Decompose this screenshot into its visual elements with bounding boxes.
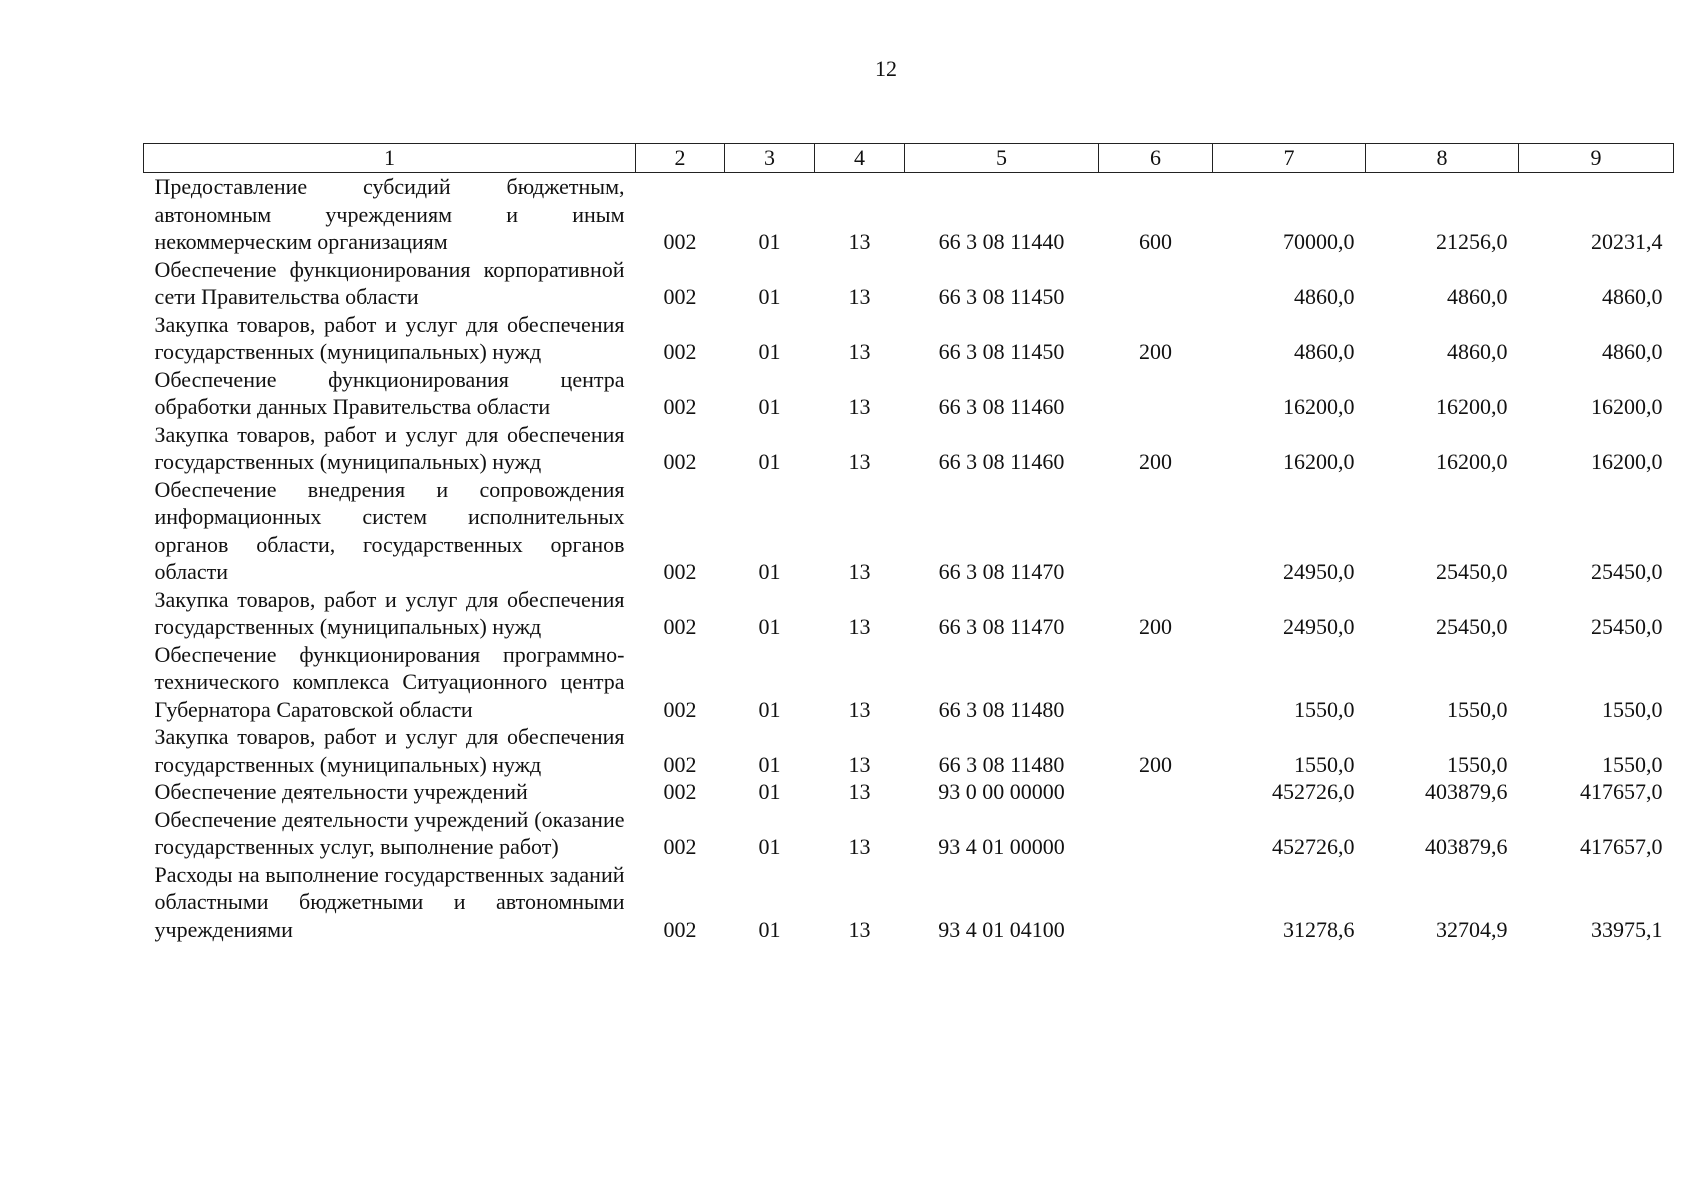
row-code-section: 01	[758, 449, 781, 474]
row-amount-2: 4860,0	[1447, 284, 1508, 309]
row-code-subsection: 13	[848, 229, 871, 254]
row-code-section: 01	[758, 614, 781, 639]
row-code-admin: 002	[663, 559, 697, 584]
row-code-expense-type: 200	[1139, 339, 1172, 364]
row-code-target: 93 4 01 00000	[938, 834, 1065, 859]
row-amount-1: 24950,0	[1283, 559, 1355, 584]
row-amount-1: 31278,6	[1283, 916, 1355, 942]
row-amount-2: 1550,0	[1447, 751, 1508, 777]
row-description: Обеспечение внедрения и сопровождения информационных систем исполнительных органов области, государственных органов области	[154, 476, 625, 584]
row-code-section: 01	[758, 229, 781, 254]
row-amount-1: 4860,0	[1294, 284, 1355, 309]
row-amount-2: 25450,0	[1436, 559, 1508, 584]
table-row	[144, 641, 1674, 724]
row-code-admin: 002	[663, 284, 697, 309]
row-code-section: 01	[758, 834, 781, 859]
row-amount-1: 16200,0	[1283, 394, 1355, 419]
row-code-admin: 002	[663, 834, 697, 859]
table-row	[144, 861, 1674, 944]
table-row	[144, 723, 1674, 778]
row-amount-1: 70000,0	[1283, 229, 1355, 254]
row-code-expense-type	[1099, 861, 1213, 944]
header-cell-7: 7	[1213, 144, 1366, 173]
row-amount-3: 16200,0	[1591, 449, 1663, 474]
row-amount-2: 32704,9	[1436, 916, 1508, 942]
row-amount-3: 4860,0	[1602, 284, 1663, 309]
row-code-target: 66 3 08 11450	[938, 284, 1065, 309]
row-code-admin: 002	[663, 614, 697, 639]
row-code-subsection: 13	[848, 394, 871, 419]
row-code-expense-type: 200	[1139, 614, 1172, 639]
table-row	[144, 778, 1674, 806]
row-code-subsection: 13	[848, 916, 871, 942]
header-cell-8: 8	[1366, 144, 1519, 173]
row-code-subsection: 13	[848, 779, 871, 804]
row-code-subsection: 13	[848, 696, 871, 722]
row-amount-3: 25450,0	[1591, 614, 1663, 639]
row-code-subsection: 13	[848, 834, 871, 859]
header-cell-4: 4	[815, 144, 905, 173]
row-description: Обеспечение функционирования центра обработки данных Правительства области	[154, 366, 625, 419]
page-number: 12	[875, 56, 897, 81]
table-row	[144, 586, 1674, 641]
row-code-target: 93 4 01 04100	[938, 916, 1065, 942]
row-description: Закупка товаров, работ и услуг для обеспечения государственных (муниципальных) нужд	[154, 311, 625, 364]
row-description: Расходы на выполнение государственных заданий областными бюджетными и автономными учреждениями	[154, 861, 625, 942]
row-code-subsection: 13	[848, 751, 871, 777]
row-code-subsection: 13	[848, 559, 871, 584]
row-code-expense-type: 200	[1139, 449, 1172, 474]
row-amount-3: 1550,0	[1602, 751, 1663, 777]
table-row	[144, 311, 1674, 366]
row-code-section: 01	[758, 696, 781, 722]
row-code-admin: 002	[663, 696, 697, 722]
row-amount-1: 24950,0	[1283, 614, 1355, 639]
row-amount-3: 1550,0	[1602, 696, 1663, 722]
row-code-subsection: 13	[848, 339, 871, 364]
row-description: Закупка товаров, работ и услуг для обеспечения государственных (муниципальных) нужд	[154, 724, 625, 777]
header-cell-1: 1	[144, 144, 636, 173]
row-code-target: 66 3 08 11480	[938, 696, 1065, 722]
row-amount-2: 16200,0	[1436, 449, 1508, 474]
row-code-expense-type	[1099, 476, 1213, 586]
row-code-admin: 002	[663, 449, 697, 474]
row-amount-2: 403879,6	[1425, 779, 1508, 804]
row-code-expense-type: 200	[1139, 751, 1172, 777]
row-amount-3: 33975,1	[1591, 916, 1663, 942]
row-code-target: 66 3 08 11460	[938, 394, 1065, 419]
row-description: Обеспечение функционирования корпоративной сети Правительства области	[154, 256, 625, 309]
row-code-subsection: 13	[848, 614, 871, 639]
row-code-expense-type	[1099, 641, 1213, 724]
row-amount-2: 21256,0	[1436, 229, 1508, 254]
row-code-admin: 002	[663, 394, 697, 419]
row-amount-3: 417657,0	[1580, 779, 1663, 804]
row-code-target: 66 3 08 11470	[938, 614, 1065, 639]
row-amount-3: 417657,0	[1580, 834, 1663, 859]
row-code-admin: 002	[663, 229, 697, 254]
row-code-admin: 002	[663, 751, 697, 777]
row-code-subsection: 13	[848, 284, 871, 309]
row-code-target: 66 3 08 11450	[938, 339, 1065, 364]
budget-table	[143, 143, 1674, 943]
table-row	[144, 173, 1674, 256]
table-row	[144, 256, 1674, 311]
row-description: Обеспечение деятельности учреждений	[154, 779, 528, 804]
row-code-subsection: 13	[848, 449, 871, 474]
row-code-section: 01	[758, 284, 781, 309]
row-amount-1: 452726,0	[1272, 779, 1355, 804]
row-code-section: 01	[758, 751, 781, 777]
row-code-admin: 002	[663, 916, 697, 942]
row-amount-2: 16200,0	[1436, 394, 1508, 419]
header-cell-9: 9	[1519, 144, 1674, 173]
table-row	[144, 806, 1674, 861]
header-cell-5: 5	[905, 144, 1099, 173]
row-code-expense-type: 600	[1139, 229, 1172, 254]
row-amount-1: 16200,0	[1283, 449, 1355, 474]
row-code-target: 66 3 08 11480	[938, 751, 1065, 777]
row-code-target: 93 0 00 00000	[938, 779, 1065, 804]
row-amount-1: 1550,0	[1294, 751, 1355, 777]
row-amount-1: 4860,0	[1294, 339, 1355, 364]
row-code-section: 01	[758, 559, 781, 584]
row-code-admin: 002	[663, 339, 697, 364]
header-row	[144, 144, 1674, 173]
row-code-target: 66 3 08 11440	[938, 229, 1065, 254]
row-description: Обеспечение функционирования программно-технического комплекса Ситуационного центра Губернатора Саратовской области	[154, 641, 625, 722]
row-code-section: 01	[758, 339, 781, 364]
row-amount-3: 16200,0	[1591, 394, 1663, 419]
row-code-expense-type	[1099, 806, 1213, 861]
row-amount-2: 25450,0	[1436, 614, 1508, 639]
table-row	[144, 421, 1674, 476]
row-description: Закупка товаров, работ и услуг для обеспечения государственных (муниципальных) нужд	[154, 586, 625, 639]
row-code-expense-type	[1099, 366, 1213, 421]
row-code-admin: 002	[663, 779, 697, 804]
row-amount-3: 25450,0	[1591, 559, 1663, 584]
row-amount-2: 4860,0	[1447, 339, 1508, 364]
table-row	[144, 366, 1674, 421]
row-description: Предоставление субсидий бюджетным, автономным учреждениям и иным некоммерческим организациям	[154, 174, 625, 254]
row-code-section: 01	[758, 394, 781, 419]
row-amount-2: 1550,0	[1447, 696, 1508, 722]
row-description: Закупка товаров, работ и услуг для обеспечения государственных (муниципальных) нужд	[154, 421, 625, 474]
row-code-section: 01	[758, 916, 781, 942]
row-amount-2: 403879,6	[1425, 834, 1508, 859]
row-code-expense-type	[1099, 256, 1213, 311]
row-amount-1: 452726,0	[1272, 834, 1355, 859]
row-amount-3: 20231,4	[1591, 229, 1663, 254]
row-code-section: 01	[758, 779, 781, 804]
header-cell-3: 3	[725, 144, 815, 173]
row-code-target: 66 3 08 11470	[938, 559, 1065, 584]
row-code-expense-type	[1099, 778, 1213, 806]
header-cell-6: 6	[1099, 144, 1213, 173]
table-row	[144, 476, 1674, 586]
header-cell-2: 2	[636, 144, 725, 173]
row-code-target: 66 3 08 11460	[938, 449, 1065, 474]
row-amount-1: 1550,0	[1294, 696, 1355, 722]
row-amount-3: 4860,0	[1602, 339, 1663, 364]
row-description: Обеспечение деятельности учреждений (оказание государственных услуг, выполнение работ)	[154, 806, 625, 859]
